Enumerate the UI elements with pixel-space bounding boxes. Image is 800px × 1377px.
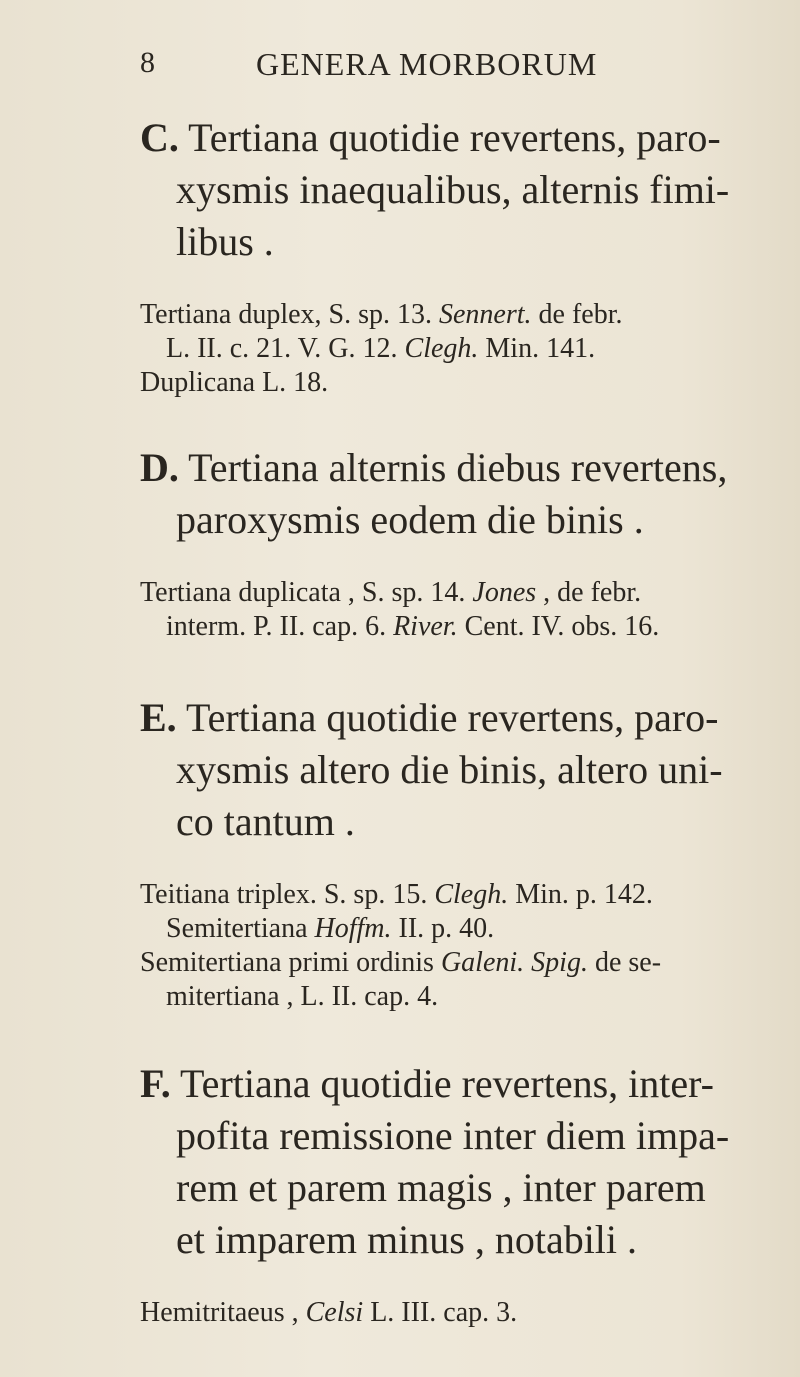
page-header xyxy=(140,46,740,96)
reference-line: interm. P. II. cap. 6. River. Cent. IV. obs. 16. xyxy=(166,611,660,642)
entry-main-line: xysmis inaequalibus, alternis fimi- xyxy=(176,167,730,212)
entry-c xyxy=(140,112,765,400)
entry-text: Tertiana quotidie revertens, inter- xyxy=(170,1061,714,1106)
running-title: GENERA MORBORUM xyxy=(256,46,598,82)
reference-line: L. II. c. 21. V. G. 12. Clegh. Min. 141. xyxy=(166,333,596,364)
entry-f xyxy=(140,1058,765,1330)
entry-main-line xyxy=(140,442,765,494)
entry-main-line: rem et parem magis , inter parem xyxy=(176,1165,706,1210)
entry-main-line: paroxysmis eodem die binis . xyxy=(176,497,644,542)
entry-text: Tertiana quotidie revertens, paro- xyxy=(176,695,719,740)
entry-text: Tertiana alternis diebus revertens, xyxy=(178,445,728,490)
reference-line: Semitertiana primi ordinis Galeni. Spig. de se- xyxy=(140,947,662,978)
entry-main-line: libus . xyxy=(176,219,274,264)
reference-line: Tertiana duplex, S. sp. 13. Sennert. de febr. xyxy=(140,299,623,330)
entry-letter: E. xyxy=(140,695,177,740)
entry-main-line: et imparem minus , notabili . xyxy=(176,1217,638,1262)
entry-main-line xyxy=(140,692,765,744)
reference-line: mitertiana , L. II. cap. 4. xyxy=(166,981,439,1012)
reference-line: Hemitritaeus , Celsi L. III. cap. 3. xyxy=(140,1297,518,1328)
reference-line: Tertiana duplicata , S. sp. 14. Jones , de febr. xyxy=(140,577,642,608)
entry-text: Tertiana quotidie revertens, paro- xyxy=(178,115,721,160)
entry-letter: D. xyxy=(140,445,179,490)
entry-letter: C. xyxy=(140,115,179,160)
entry-e xyxy=(140,692,765,1014)
entry-d xyxy=(140,442,765,644)
entry-main-line xyxy=(140,112,765,164)
entry-letter: F. xyxy=(140,1061,171,1106)
entry-main-line: co tantum . xyxy=(176,799,355,844)
entry-main-line: pofita remissione inter diem impa- xyxy=(176,1113,730,1158)
entry-main-line xyxy=(140,1058,765,1110)
entry-main-line: xysmis altero die binis, altero uni- xyxy=(176,747,723,792)
reference-line: Duplicana L. 18. xyxy=(140,367,329,398)
reference-line: Teitiana triplex. S. sp. 15. Clegh. Min. p. 142. xyxy=(140,879,653,910)
page-number: 8 xyxy=(140,46,155,79)
reference-line: Semitertiana Hoffm. II. p. 40. xyxy=(166,913,495,944)
